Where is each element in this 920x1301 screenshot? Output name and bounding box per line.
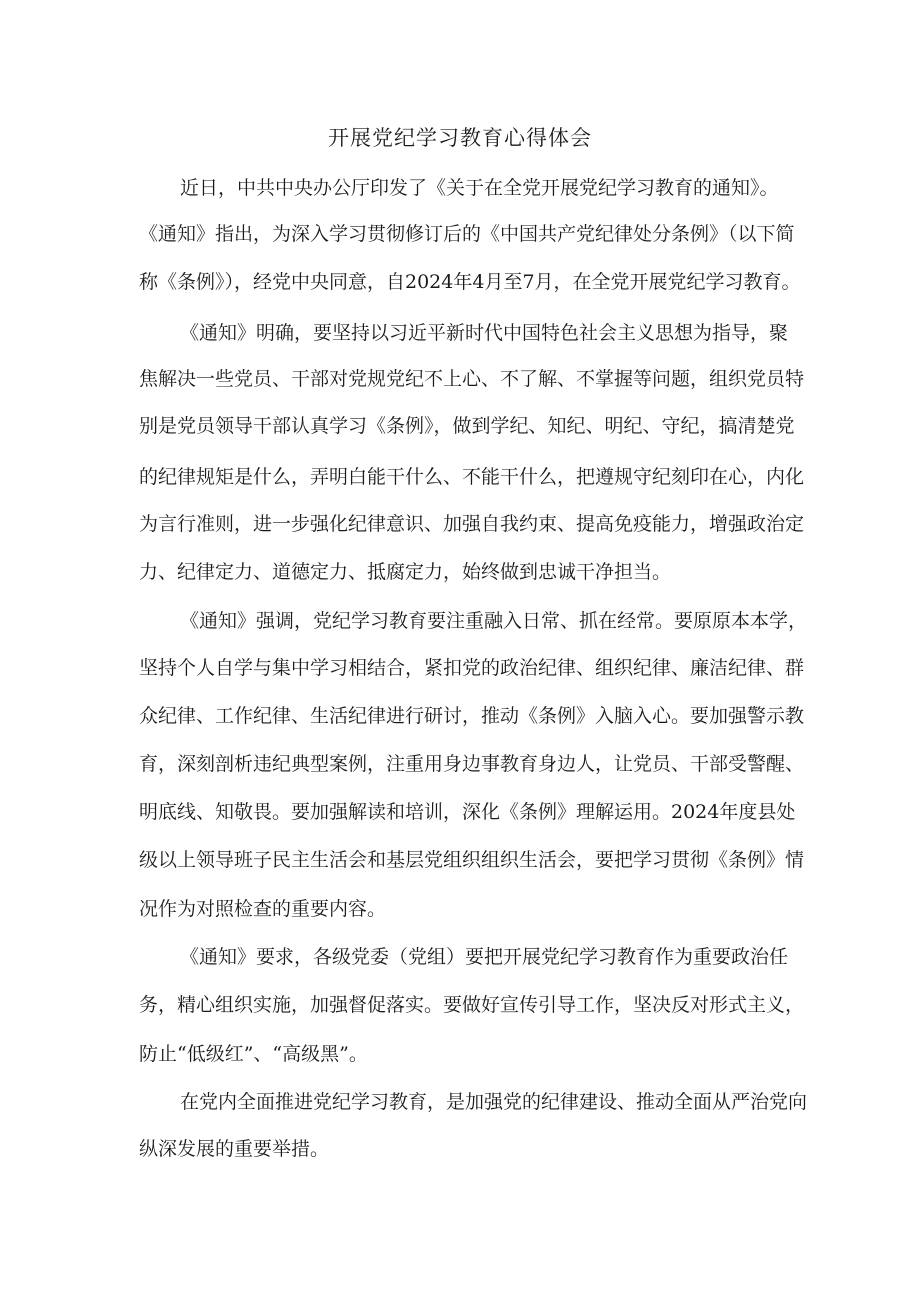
paragraph-line: 《通知》指出，为深入学习贯彻修订后的《中国共产党纪律处分条例》（以下简 (139, 223, 795, 245)
paragraph-line: 防止“低级红”、“高级黑”。 (139, 1043, 368, 1065)
document-title: 开展党纪学习教育心得体会 (328, 126, 592, 150)
paragraph-line: 为言行准则，进一步强化纪律意识、加强自我约束、提高免疫能力，增强政治定 (139, 513, 805, 535)
paragraph-line: 焦解决一些党员、干部对党规党纪不上心、不了解、不掌握等问题，组织党员特 (139, 368, 805, 390)
paragraph-line: 近日，中共中央办公厅印发了《关于在全党开展党纪学习教育的通知》。 (180, 177, 779, 199)
paragraph-line: 况作为对照检查的重要内容。 (139, 898, 387, 920)
paragraph-line: 的纪律规矩是什么，弄明白能干什么、不能干什么，把遵规守纪刻印在心，内化 (139, 466, 805, 488)
paragraph-line: 力、纪律定力、道德定力、抵腐定力，始终做到忠诚干净担当。 (139, 561, 672, 583)
paragraph-line: 众纪律、工作纪律、生活纪律进行研讨，推动《条例》入脑入心。要加强警示教 (139, 705, 805, 727)
paragraph-line: 别是党员领导干部认真学习《条例》，做到学纪、知纪、明纪、守纪，搞清楚党 (139, 415, 795, 437)
paragraph-line: 在党内全面推进党纪学习教育，是加强党的纪律建设、推动全面从严治党向 (180, 1091, 808, 1113)
paragraph-line: 称《条例》），经党中央同意，自2024年4月至7月，在全党开展党纪学习教育。 (139, 271, 801, 293)
paragraph-line: 坚持个人自学与集中学习相结合，紧扣党的政治纪律、组织纪律、廉洁纪律、群 (139, 657, 805, 679)
paragraph-line: 育，深刻剖析违纪典型案例，注重用身边事教育身边人，让党员、干部受警醒、 (139, 753, 805, 775)
paragraph-line: 级以上领导班子民主生活会和基层党组织组织生活会，要把学习贯彻《条例》情 (139, 849, 805, 871)
paragraph-line: 明底线、知敬畏。要加强解读和培训，深化《条例》理解运用。2024年度县处 (139, 801, 796, 823)
paragraph-line: 《通知》要求，各级党委（党组）要把开展党纪学习教育作为重要政治任 (180, 946, 789, 968)
paragraph-line: 务，精心组织实施，加强督促落实。要做好宣传引导工作，坚决反对形式主义， (139, 994, 805, 1016)
paragraph-line: 纵深发展的重要举措。 (139, 1138, 330, 1160)
paragraph-line: 《通知》强调，党纪学习教育要注重融入日常、抓在经常。要原原本本学， (180, 610, 808, 632)
paragraph-line: 《通知》明确，要坚持以习近平新时代中国特色社会主义思想为指导，聚 (180, 322, 789, 344)
